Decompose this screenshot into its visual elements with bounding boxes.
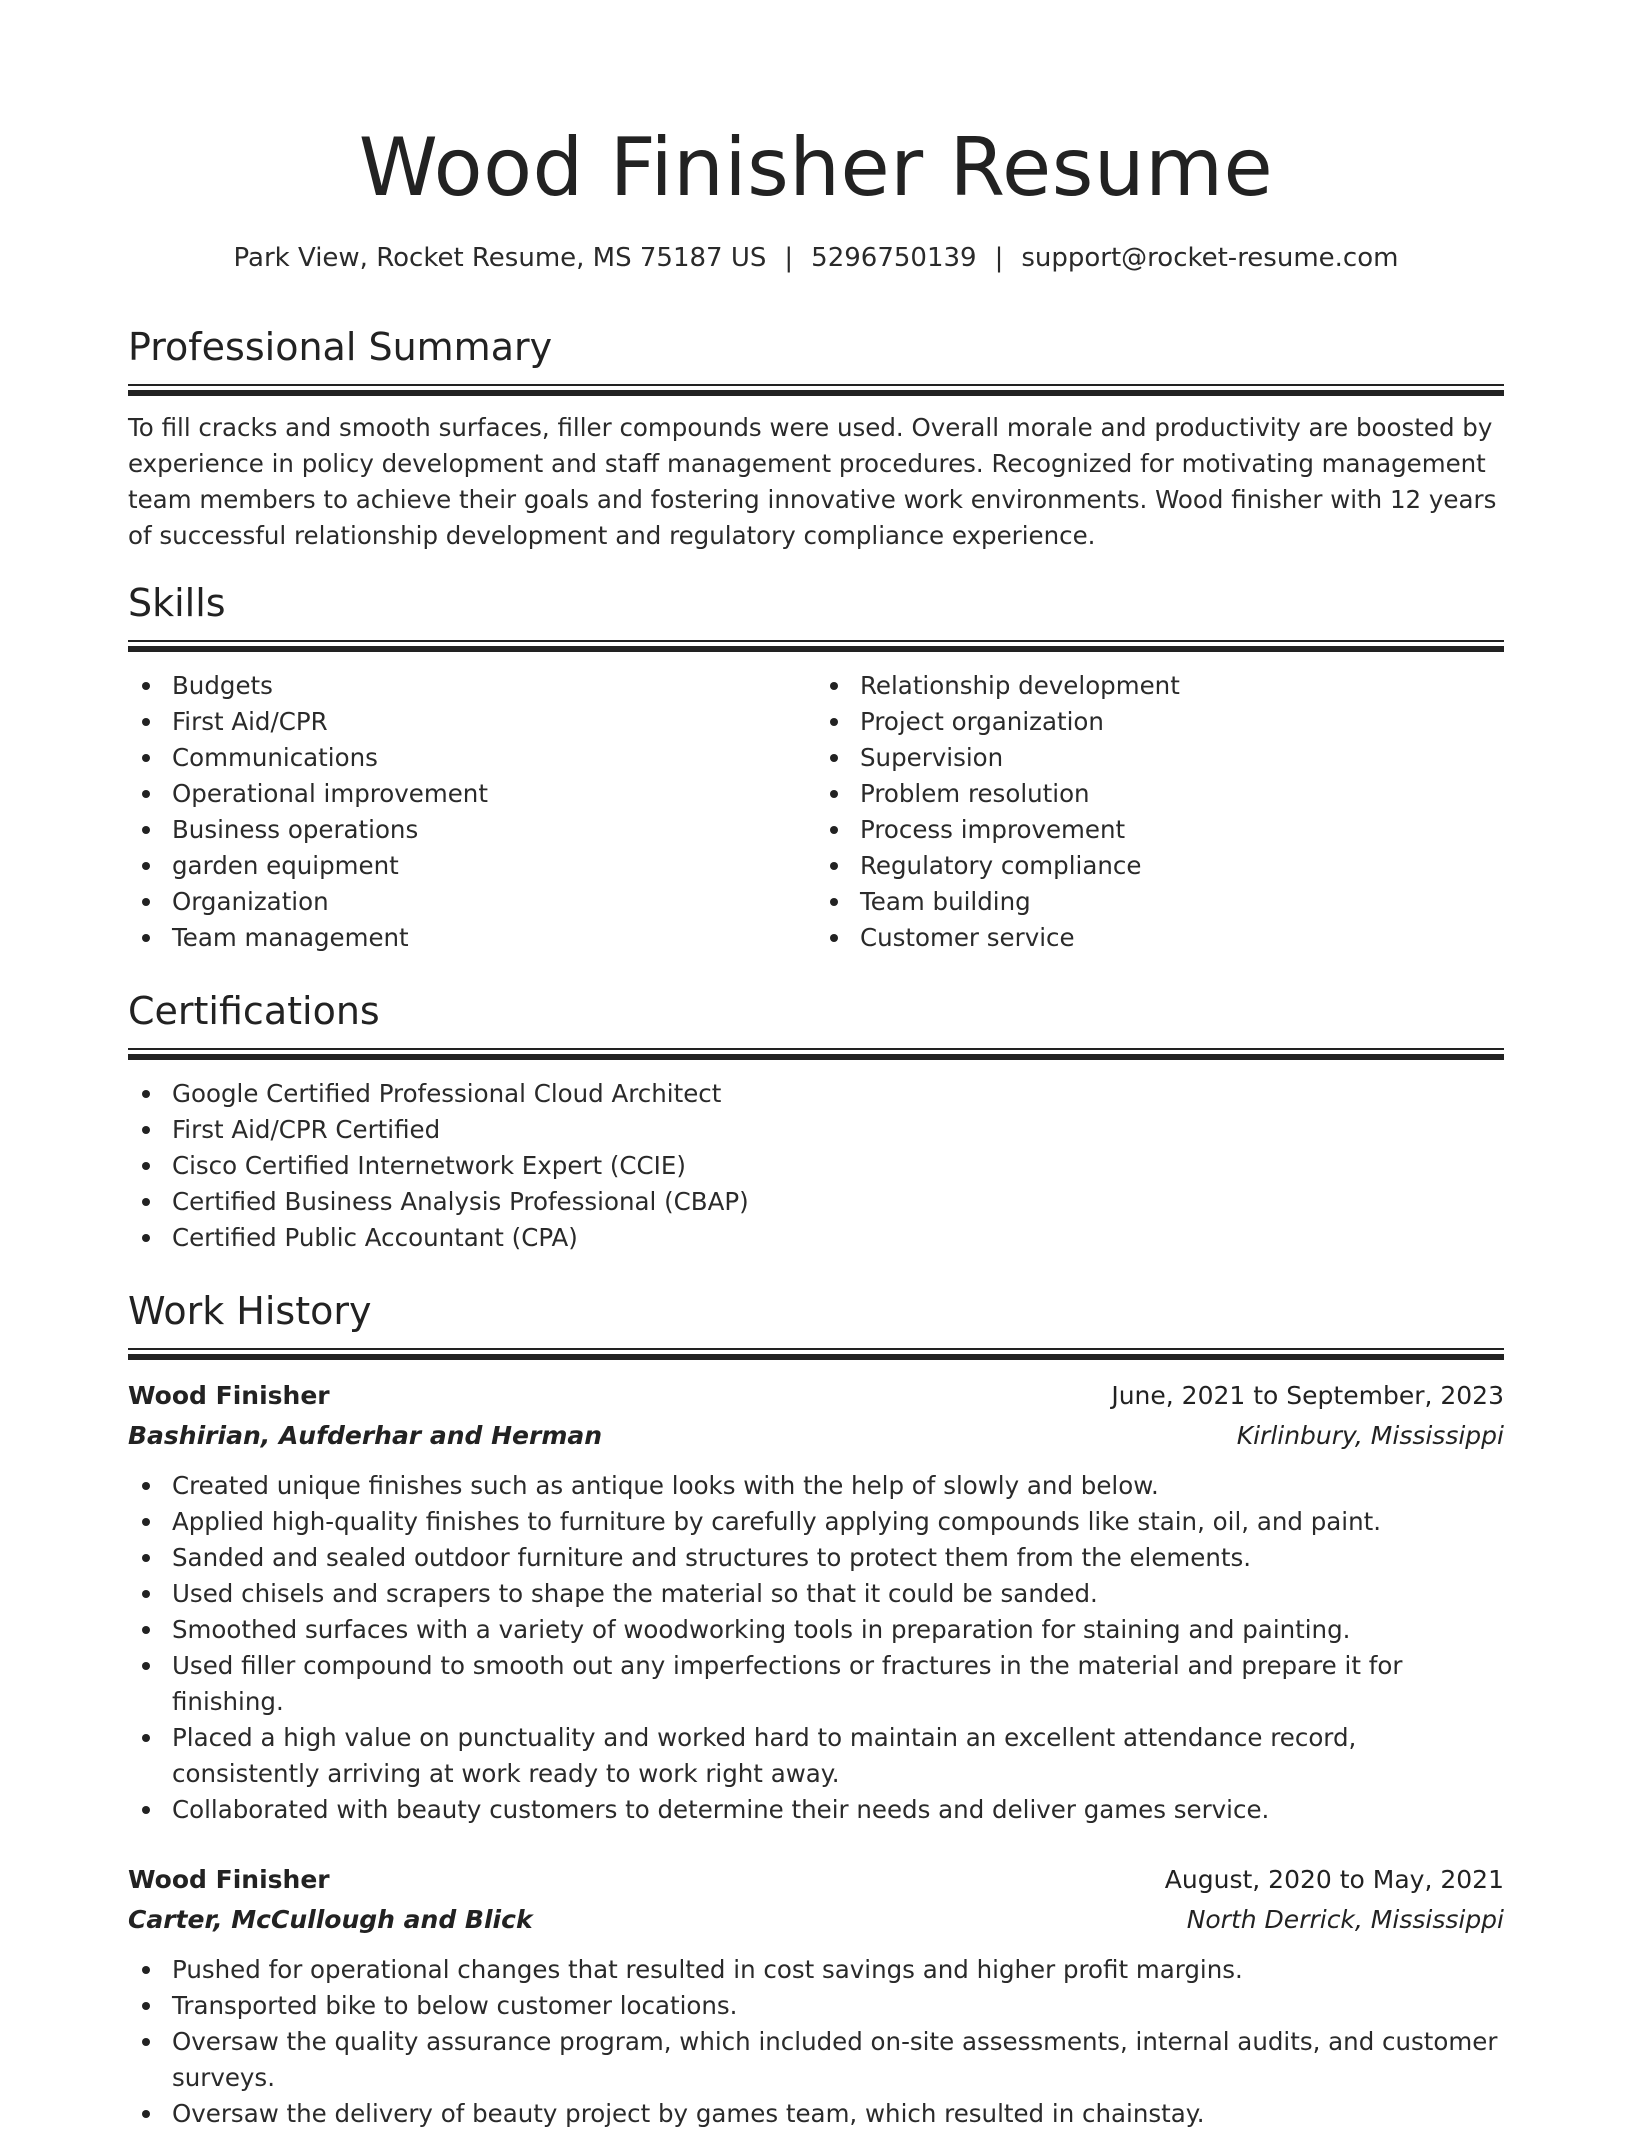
job-title: Wood Finisher bbox=[128, 1865, 330, 1894]
summary-section bbox=[128, 322, 1504, 554]
job-bullet: Smoothed surfaces with a variety of woodworking tools in preparation for staining and painting. bbox=[172, 1612, 1504, 1648]
job-header bbox=[128, 1860, 1504, 1900]
section-title-work-history: Work History bbox=[128, 1289, 372, 1333]
skill-item: Operational improvement bbox=[172, 776, 816, 812]
skill-item: garden equipment bbox=[172, 848, 816, 884]
certification-item: Google Certified Professional Cloud Architect bbox=[172, 1076, 1504, 1112]
job-bullet: Sanded and sealed outdoor furniture and structures to protect them from the elements. bbox=[172, 1540, 1504, 1576]
skills-column-left bbox=[128, 668, 816, 956]
skill-item: Supervision bbox=[860, 740, 1504, 776]
job-bullet: Placed a high value on punctuality and worked hard to maintain an excellent attendance record, consistently arriving at work ready to work right away. bbox=[172, 1720, 1504, 1792]
skill-item: Team management bbox=[172, 920, 816, 956]
skill-item: Budgets bbox=[172, 668, 816, 704]
section-title-certifications: Certifications bbox=[128, 989, 380, 1033]
skill-item: Relationship development bbox=[860, 668, 1504, 704]
contact-phone: 5296750139 bbox=[811, 243, 977, 273]
contact-address: Park View, Rocket Resume, MS 75187 US bbox=[233, 243, 767, 273]
job-company: Carter, McCullough and Blick bbox=[128, 1905, 533, 1934]
contact-line bbox=[128, 240, 1504, 276]
contact-separator: | bbox=[784, 243, 794, 273]
job-bullet: Oversaw the quality assurance program, which included on-site assessments, internal audits, and customer surveys. bbox=[172, 2024, 1504, 2096]
job-entry bbox=[128, 1860, 1504, 2132]
skills-grid bbox=[128, 668, 1504, 956]
skills-section bbox=[128, 578, 1504, 956]
resume-title: Wood Finisher Resume bbox=[358, 121, 1274, 214]
job-bullet: Transported bike to below customer locations. bbox=[172, 1988, 1504, 2024]
section-title-skills: Skills bbox=[128, 581, 226, 625]
job-subheader bbox=[128, 1416, 1504, 1456]
job-bullet: Used chisels and scrapers to shape the material so that it could be sanded. bbox=[172, 1576, 1504, 1612]
summary-text: To fill cracks and smooth surfaces, filler compounds were used. Overall morale and productivity are boosted by experience in policy development and staff management procedures. Recognized for motivating management team members to achieve their goals and fostering innovative work environments. Wood finisher with 12 years of successful relationship development and regulatory compliance experience. bbox=[128, 413, 1497, 550]
job-bullets bbox=[128, 1468, 1504, 1828]
job-entry bbox=[128, 1376, 1504, 1828]
work-history-section bbox=[128, 1286, 1504, 2132]
job-bullets bbox=[128, 1952, 1504, 2132]
job-dates: June, 2021 to September, 2023 bbox=[1111, 1381, 1504, 1410]
certifications-section bbox=[128, 986, 1504, 1256]
job-bullet: Collaborated with beauty customers to determine their needs and deliver games service. bbox=[172, 1792, 1504, 1828]
job-location: North Derrick, Mississippi bbox=[1186, 1905, 1504, 1934]
skills-column-right bbox=[816, 668, 1504, 956]
section-title-summary: Professional Summary bbox=[128, 325, 553, 369]
certifications-list bbox=[128, 1076, 1504, 1256]
certification-item: Certified Public Accountant (CPA) bbox=[172, 1220, 1504, 1256]
section-divider bbox=[128, 384, 1504, 396]
job-title: Wood Finisher bbox=[128, 1381, 330, 1410]
certification-item: First Aid/CPR Certified bbox=[172, 1112, 1504, 1148]
skill-item: Customer service bbox=[860, 920, 1504, 956]
job-bullet: Pushed for operational changes that resulted in cost savings and higher profit margins. bbox=[172, 1952, 1504, 1988]
job-dates: August, 2020 to May, 2021 bbox=[1164, 1865, 1504, 1894]
section-divider bbox=[128, 640, 1504, 652]
job-subheader bbox=[128, 1900, 1504, 1940]
job-header bbox=[128, 1376, 1504, 1416]
job-company: Bashirian, Aufderhar and Herman bbox=[128, 1421, 603, 1450]
job-bullet: Oversaw the delivery of beauty project by games team, which resulted in chainstay. bbox=[172, 2096, 1504, 2132]
skill-item: Regulatory compliance bbox=[860, 848, 1504, 884]
skill-item: Business operations bbox=[172, 812, 816, 848]
skill-item: Organization bbox=[172, 884, 816, 920]
section-divider bbox=[128, 1348, 1504, 1360]
skill-item: Team building bbox=[860, 884, 1504, 920]
job-bullet: Applied high-quality finishes to furniture by carefully applying compounds like stain, oil, and paint. bbox=[172, 1504, 1504, 1540]
skill-item: Communications bbox=[172, 740, 816, 776]
skill-item: First Aid/CPR bbox=[172, 704, 816, 740]
skill-item: Problem resolution bbox=[860, 776, 1504, 812]
job-location: Kirlinbury, Mississippi bbox=[1236, 1421, 1504, 1450]
skill-item: Project organization bbox=[860, 704, 1504, 740]
certification-item: Certified Business Analysis Professional (CBAP) bbox=[172, 1184, 1504, 1220]
job-bullet: Created unique finishes such as antique looks with the help of slowly and below. bbox=[172, 1468, 1504, 1504]
contact-separator: | bbox=[994, 243, 1004, 273]
section-divider bbox=[128, 1048, 1504, 1060]
contact-email: support@rocket-resume.com bbox=[1021, 243, 1399, 273]
certification-item: Cisco Certified Internetwork Expert (CCIE) bbox=[172, 1148, 1504, 1184]
skill-item: Process improvement bbox=[860, 812, 1504, 848]
job-bullet: Used filler compound to smooth out any imperfections or fractures in the material and prepare it for finishing. bbox=[172, 1648, 1504, 1720]
